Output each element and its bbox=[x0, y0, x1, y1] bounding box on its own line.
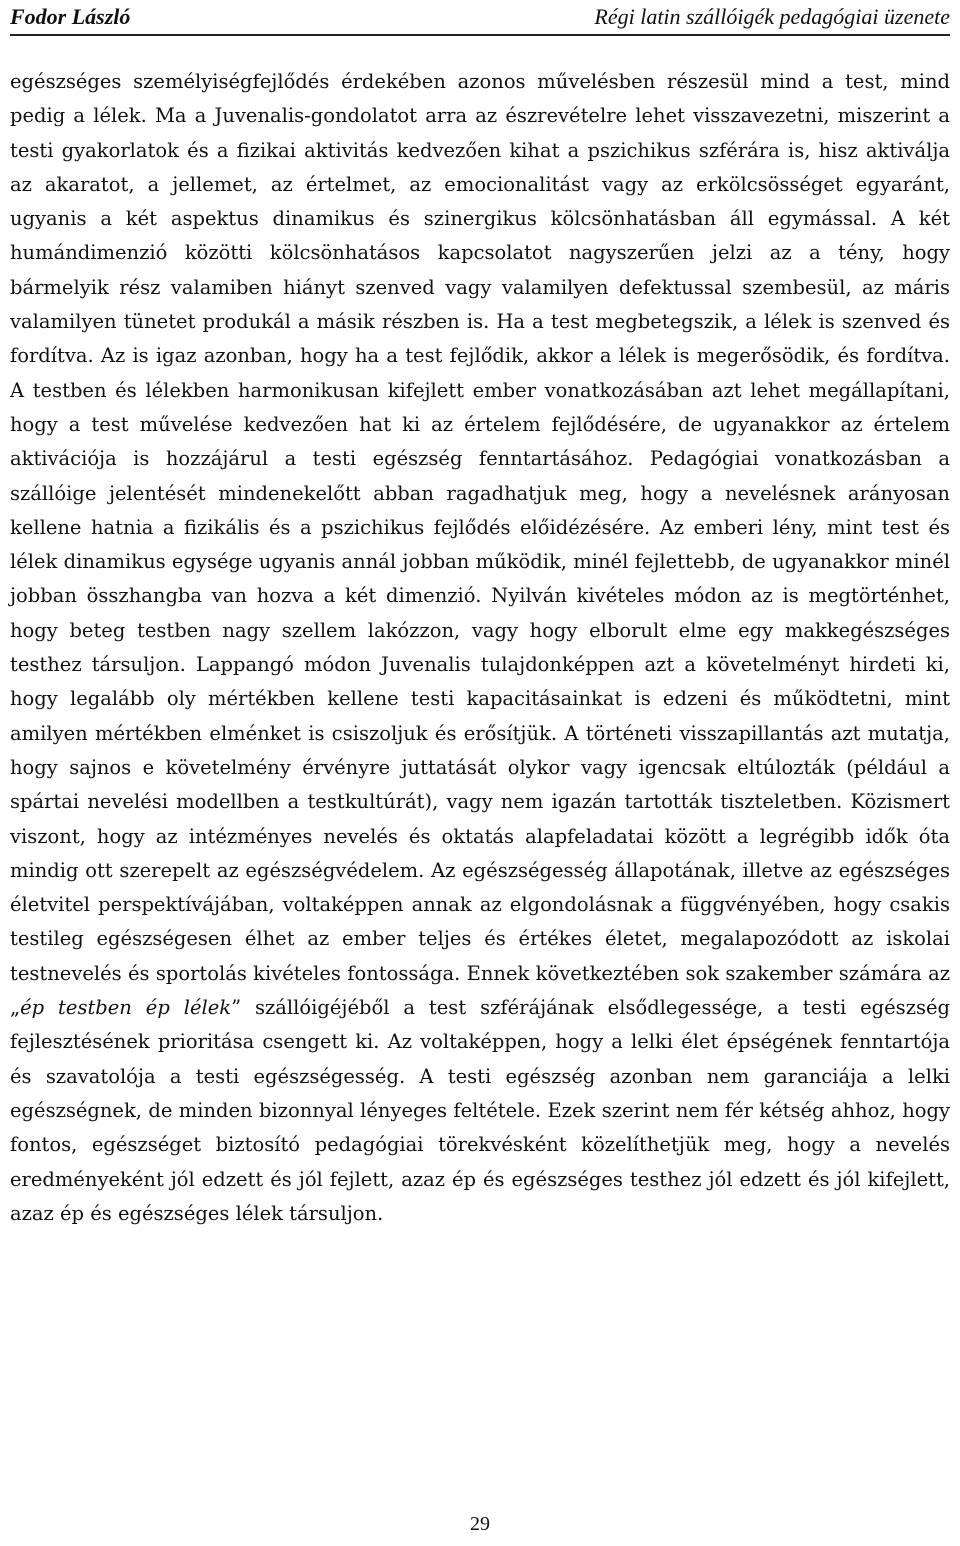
header-title: Régi latin szállóigék pedagógiai üzenete bbox=[594, 4, 950, 29]
running-header bbox=[10, 0, 950, 36]
body-text-part-2: ” szállóigéjéből a test szférájának elsődlegessége, a testi egészség fejlesztésének prioritása csengett ki. Az voltaképpen, hogy a lelki élet épségének fenntartója és szavatolója a testi egészségesség. A testi egészség azonban nem garanciája a lelki egészségnek, de minden bizonnyal lényeges feltétele. Ezek szerint nem fér kétség ahhoz, hogy fontos, egészséget biztosító pedagógiai törekvésként közelíthetjük meg, hogy a nevelés eredményeként jól edzett és jól fejlett, azaz ép és egészséges testhez jól edzett és jól kifejlett, azaz ép és egészséges lélek társuljon. bbox=[10, 996, 950, 1225]
body-text-part-1: egészséges személyiségfejlődés érdekében azonos művelésben részesül mind a test, mind pedig a lélek. Ma a Juvenalis-gondolatot arra az észrevételre lehet visszavezetni, miszerint a testi gyakorlatok és a fizikai aktivitás kedvezően kihat a pszichikus szférára is, hisz aktiválja az akaratot, a jellemet, az értelmet, az emocionalitást vagy az erkölcsösséget egyaránt, ugyanis a két aspektus dinamikus és szinergikus kölcsönhatásban áll egymással. A két humándimenzió közötti kölcsönhatásos kapcsolatot nagyszerűen jelzi az a tény, hogy bármelyik rész valamiben hiányt szenved vagy valamilyen defektussal szembesül, az máris valamilyen tünetet produkál a másik részben is. Ha a test megbetegszik, a lélek is szenved és fordítva. Az is igaz azonban, hogy ha a test fejlődik, akkor a lélek is megerősödik, és fordítva. A testben és lélekben harmonikusan kifejlett ember vonatkozásában azt lehet megállapítani, hogy a test művelése kedvezően hat ki az értelem fejlődésére, de ugyanakkor az értelem aktivációja is hozzájárul a testi egészség fenntartásához. Pedagógiai vonatkozásban a szállóige jelentését mindenekelőtt abban ragadhatjuk meg, hogy a nevelésnek arányosan kellene hatnia a fizikális és a pszichikus fejlődés előidézésére. Az emberi lény, mint test és lélek dinamikus egysége ugyanis annál jobban működik, minél fejlettebb, de ugyanakkor minél jobban összhangba van hozva a két dimenzió. Nyilván kivételes módon az is megtörténhet, hogy beteg testben nagy szellem lakózzon, vagy hogy elborult elme egy makkegészséges testhez társuljon. Lappangó módon Juvenalis tulajdonképpen azt a követelményt hirdeti ki, hogy legalább oly mértékben kellene testi kapacitásainkat is edzeni és működtetni, mint amilyen mértékben elménket is csiszoljuk és erősítjük. A történeti visszapillantás azt mutatja, hogy sajnos e követelmény érvényre juttatását olykor vagy igencsak eltúlozták (például a spártai nevelési modellben a testkultúrát), vagy nem igazán tartották tiszteletben. Közismert viszont, hogy az intézményes nevelés és oktatás alapfeladatai között a legrégibb idők óta mindig ott szerepelt az egészségvédelem. Az egészségesség állapotának, illetve az egészséges életvitel perspektívájában, voltaképpen annak az elgondolásnak a függvényében, hogy csakis testileg egészségesen élhet az ember teljes és értékes életet, megalapozódott az iskolai testnevelés és sportolás kivételes fontossága. Ennek következtében sok szakember számára az „ bbox=[10, 70, 950, 1020]
header-author: Fodor László bbox=[10, 4, 131, 29]
quoted-phrase: ép testben ép lélek bbox=[20, 996, 232, 1020]
body-paragraph bbox=[10, 65, 950, 1231]
page-number: 29 bbox=[470, 1513, 490, 1535]
